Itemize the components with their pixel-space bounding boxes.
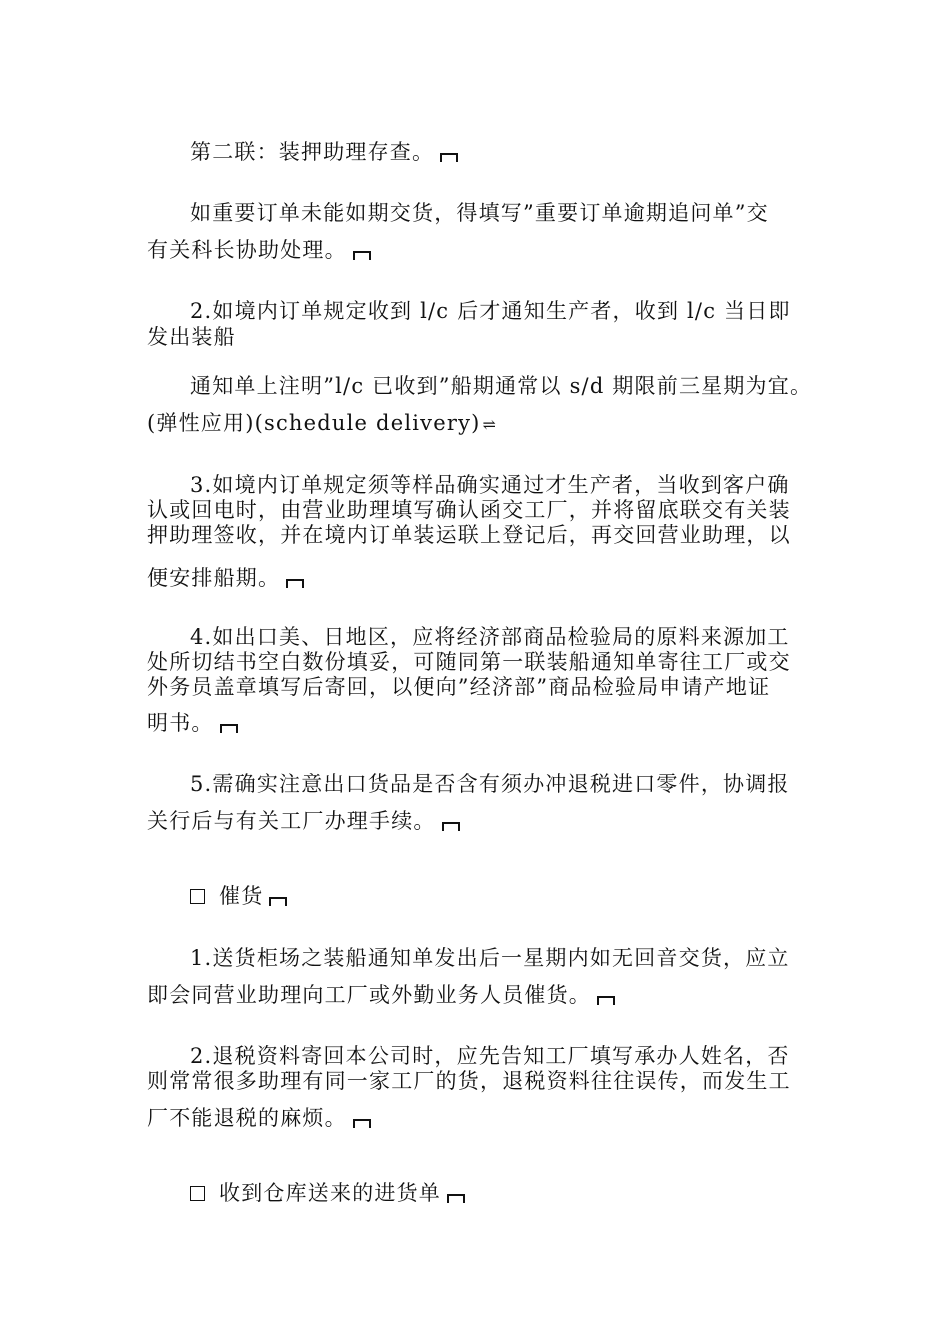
c2-line2: 则常常很多助理有同一家工厂的货，退税资料往往误传，而发生工	[147, 1069, 791, 1093]
paragraph-mark-icon	[353, 251, 371, 260]
paragraph-mark-icon	[286, 579, 304, 588]
item3-line3: 押助理签收，并在境内订单装运联上登记后，再交回营业助理，以	[147, 523, 791, 547]
item5-line1: 5.需确实注意出口货品是否含有须办冲退税进口零件，协调报	[190, 772, 790, 796]
item4-line3: 外务员盖章填写后寄回，以便向”经济部”商品检验局申请产地证	[147, 675, 771, 699]
paragraph-second-copy: 第二联：装押助理存查。	[190, 139, 458, 165]
paragraph-mark-icon	[220, 724, 238, 733]
checkbox-icon	[190, 1186, 205, 1201]
arrow-mark-icon: ⇌	[482, 415, 498, 434]
c2-line3: 厂不能退税的麻烦。	[147, 1105, 371, 1131]
paragraph-mark-icon	[353, 1119, 371, 1128]
paragraph-mark-icon	[442, 822, 460, 831]
item2-line3: 通知单上注明”l/c 已收到”船期通常以 s/d 期限前三星期为宜。	[190, 374, 813, 398]
c2-line1: 2.退税资料寄回本公司时，应先告知工厂填写承办人姓名，否	[190, 1044, 790, 1068]
c1-line1: 1.送货柜场之装船通知单发出后一星期内如无回音交货，应立	[190, 946, 790, 970]
item3-line4: 便安排船期。	[147, 565, 304, 591]
checkbox-icon	[190, 889, 205, 904]
heading-receipt: 收到仓库送来的进货单	[190, 1180, 465, 1206]
paragraph-mark-icon	[269, 897, 287, 906]
paragraph-mark-icon	[440, 153, 458, 162]
c1-line2: 即会同营业助理向工厂或外勤业务人员催货。	[147, 982, 615, 1008]
item2-line1: 2.如境内订单规定收到 l/c 后才通知生产者，收到 l/c 当日即	[190, 299, 791, 323]
item2-line4: (弹性应用)(schedule delivery) ⇌	[147, 410, 497, 438]
paragraph-overdue-line1: 如重要订单未能如期交货，得填写”重要订单逾期追问单”交	[190, 201, 769, 225]
item4-line4: 明书。	[147, 710, 238, 736]
item3-line2: 认或回电时，由营业助理填写确认函交工厂，并将留底联交有关装	[147, 498, 791, 522]
item4-line2: 处所切结书空白数份填妥，可随同第一联装船通知单寄往工厂或交	[147, 650, 791, 674]
item2-line2: 发出装船	[147, 325, 236, 349]
paragraph-overdue-line2: 有关科长协助处理。	[147, 237, 371, 263]
item4-line1: 4.如出口美、日地区，应将经济部商品检验局的原料来源加工	[190, 625, 790, 649]
paragraph-mark-icon	[447, 1194, 465, 1203]
item3-line1: 3.如境内订单规定须等样品确实通过才生产者，当收到客户确	[190, 473, 790, 497]
heading-cuihuo: 催货	[190, 883, 287, 909]
paragraph-mark-icon	[597, 996, 615, 1005]
item5-line2: 关行后与有关工厂办理手续。	[147, 808, 460, 834]
